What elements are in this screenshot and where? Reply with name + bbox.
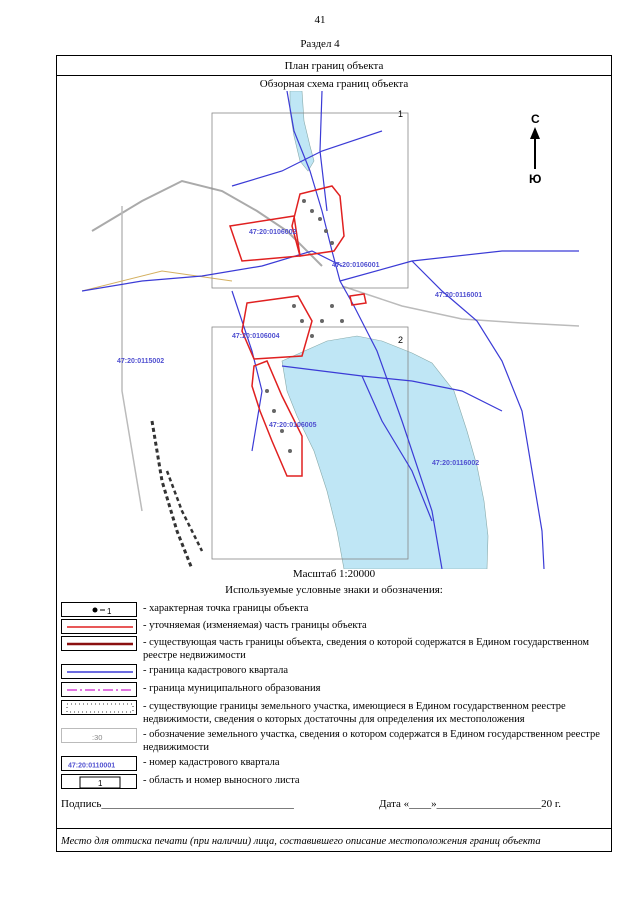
- svg-text:1: 1: [107, 607, 112, 616]
- legend-title: Используемые условные знаки и обозначения:: [225, 584, 443, 596]
- quarter-label: 47:20:0106005: [269, 422, 317, 429]
- svg-text:47:20:0110001: 47:20:0110001: [68, 762, 116, 770]
- legend-text: - номер кадастрового квартала: [143, 757, 280, 768]
- legend-text: - существующая часть границы объекта, сведения о которой содержатся в Едином государственном реестре недвижимости: [143, 637, 590, 661]
- blue-line-symbol: [61, 664, 137, 679]
- plan-frame: [56, 55, 612, 852]
- plan-title: План границ объекта: [57, 56, 611, 76]
- map-scale: Масштаб 1:20000: [292, 568, 376, 580]
- sheet-area-symbol: [61, 774, 137, 789]
- parcel-number-symbol: [61, 728, 137, 743]
- legend-text: - существующие границы земельного участка, имеющиеся в Едином государственном реестре недвижимости, сведения о которых достаточны для определения их местоположения: [143, 701, 566, 725]
- legend-text: - граница муниципального образования: [143, 683, 321, 694]
- quarter-label: 47:20:0106002: [249, 229, 297, 236]
- quarter-number-symbol: [61, 756, 137, 771]
- sheet-2-label: 2: [398, 335, 404, 345]
- stamp-note: Место для оттиска печати (при наличии) лица, составившего описание местоположения границ объекта: [61, 836, 541, 847]
- legend-text: - обозначение земельного участка, сведения о котором содержатся в Едином государственном реестре недвижимости: [143, 729, 600, 753]
- svg-text:1: 1: [98, 779, 103, 788]
- svg-text::30: :30: [92, 733, 103, 742]
- overview-map: [82, 91, 579, 569]
- section-title: Раздел 4: [300, 38, 340, 50]
- svg-text:С: С: [531, 112, 540, 126]
- boundary-point-symbol: [61, 602, 137, 617]
- quarter-label: 47:20:0115002: [117, 358, 165, 365]
- legend-text: - характерная точка границы объекта: [143, 603, 309, 614]
- dotted-parcel-symbol: [61, 700, 137, 715]
- signature-line: Подпись___________________________________: [61, 798, 294, 810]
- legend-text: - уточняемая (изменяемая) часть границы объекта: [143, 620, 367, 631]
- legend-text: - область и номер выносного листа: [143, 775, 300, 786]
- svg-text:Ю: Ю: [529, 172, 542, 186]
- page-number: 41: [314, 14, 326, 26]
- date-line: Дата «____»___________________20 г.: [379, 798, 561, 810]
- quarter-label: 47:20:0106001: [332, 262, 380, 269]
- quarter-label: 47:20:0116001: [435, 292, 483, 299]
- scheme-title: Обзорная схема границ объекта: [259, 78, 409, 90]
- divider: [57, 828, 611, 829]
- red-line-symbol: [61, 619, 137, 634]
- quarter-label: 47:20:0106004: [232, 333, 280, 340]
- sheet-1-label: 1: [398, 109, 404, 119]
- legend-text: - граница кадастрового квартала: [143, 665, 289, 676]
- dark-red-line-symbol: [61, 636, 137, 651]
- quarter-label: 47:20:0116002: [432, 460, 480, 467]
- magenta-dashed-line-symbol: [61, 682, 137, 697]
